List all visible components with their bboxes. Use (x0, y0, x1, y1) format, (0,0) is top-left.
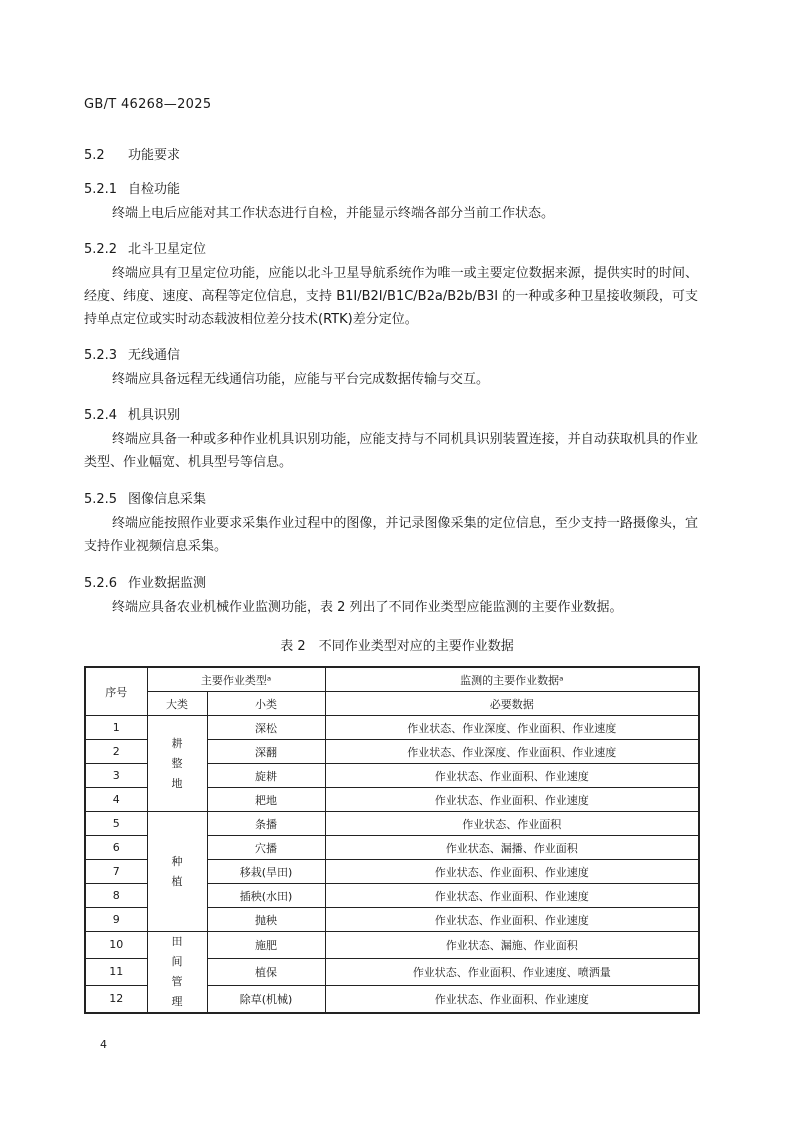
header-big-category: 大类 (147, 692, 207, 716)
row-number: 3 (85, 764, 147, 788)
required-data: 作业状态、作业面积、作业速度 (325, 908, 699, 932)
section-title: 机具识别 (128, 408, 181, 423)
sub-category: 移栽(旱田) (207, 860, 325, 884)
required-data: 作业状态、作业深度、作业面积、作业速度 (325, 716, 699, 740)
row-number: 1 (85, 716, 147, 740)
sub-category: 插秧(水田) (207, 884, 325, 908)
header-small-category: 小类 (207, 692, 325, 716)
section-title: 自检功能 (128, 182, 181, 197)
sub-category: 施肥 (207, 932, 325, 959)
section-5-2-4-text: 终端应具备一种或多种作业机具识别功能，应能支持与不同机具识别装置连接，并自动获取机具的作业类型、作业幅宽、机具型号等信息。 (84, 432, 698, 470)
sub-category: 植保 (207, 958, 325, 985)
section-5-2-4-heading (84, 404, 180, 423)
page-number: 4 (100, 1038, 107, 1051)
work-data-table (84, 666, 700, 1014)
group-tillage (147, 716, 207, 812)
group-planting (147, 812, 207, 932)
section-5-2-3-text: 终端应具备远程无线通信功能，应能与平台完成数据传输与交互。 (112, 372, 490, 387)
header-main-type: 主要作业类型ᵃ (147, 667, 325, 692)
sub-category: 除草(机械) (207, 985, 325, 1013)
required-data: 作业状态、作业面积、作业速度 (325, 764, 699, 788)
row-number: 6 (85, 836, 147, 860)
required-data: 作业状态、作业面积、作业速度 (325, 788, 699, 812)
sub-category: 深翻 (207, 740, 325, 764)
section-5-2-1-text: 终端上电后应能对其工作状态进行自检，并能显示终端各部分当前工作状态。 (112, 206, 555, 221)
row-number: 2 (85, 740, 147, 764)
section-number: 5.2.1 (84, 182, 118, 197)
row-number: 11 (85, 958, 147, 985)
sub-category: 深松 (207, 716, 325, 740)
group-label: 耕 整 地 (171, 736, 183, 790)
section-number: 5.2.4 (84, 408, 118, 423)
section-5-2-heading (84, 144, 180, 163)
row-number: 10 (85, 932, 147, 959)
sub-category: 抛秧 (207, 908, 325, 932)
section-5-2-6-text: 终端应具备农业机械作业监测功能，表 2 列出了不同作业类型应能监测的主要作业数据。 (112, 600, 623, 615)
section-title: 图像信息采集 (128, 492, 207, 507)
section-number: 5.2.3 (84, 348, 118, 363)
table-row (85, 812, 699, 836)
section-number: 5.2 (84, 148, 105, 163)
row-number: 4 (85, 788, 147, 812)
table-row (85, 716, 699, 740)
section-number: 5.2.5 (84, 492, 118, 507)
row-number: 8 (85, 884, 147, 908)
sub-category: 穴播 (207, 836, 325, 860)
section-title: 作业数据监测 (128, 576, 207, 591)
header-monitored: 监测的主要作业数据ᵃ (325, 667, 699, 692)
section-5-2-2-text: 终端应具有卫星定位功能，应能以北斗卫星导航系统作为唯一或主要定位数据来源，提供实时的时间、经度、纬度、速度、高程等定位信息，支持 B1I/B2I/B1C/B2a/B2b/B3I 的一种或多种卫星接收频段，可支持单点定位或实时动态载波相位差分技术(RTK)差分定位。 (84, 266, 698, 327)
row-number: 9 (85, 908, 147, 932)
table-caption: 表 2 不同作业类型对应的主要作业数据 (280, 639, 514, 654)
row-number: 5 (85, 812, 147, 836)
section-5-2-1-heading (84, 178, 180, 197)
section-5-2-2-heading (84, 238, 206, 257)
section-title: 北斗卫星定位 (128, 242, 207, 257)
required-data: 作业状态、作业面积 (325, 812, 699, 836)
sub-category: 耙地 (207, 788, 325, 812)
required-data: 作业状态、漏播、作业面积 (325, 836, 699, 860)
group-label: 种 植 (171, 854, 183, 888)
required-data: 作业状态、作业面积、作业速度 (325, 884, 699, 908)
standard-number: GB/T 46268—2025 (84, 97, 212, 112)
group-label: 田 间 管 理 (171, 935, 183, 1008)
group-field-management (147, 932, 207, 1014)
table-row (85, 932, 699, 959)
row-number: 12 (85, 985, 147, 1013)
required-data: 作业状态、作业面积、作业速度 (325, 985, 699, 1013)
section-5-2-3-heading (84, 344, 180, 363)
section-5-2-5-text: 终端应能按照作业要求采集作业过程中的图像，并记录图像采集的定位信息，至少支持一路摄像头，宜支持作业视频信息采集。 (84, 516, 698, 554)
header-seq: 序号 (85, 667, 147, 716)
required-data: 作业状态、作业面积、作业速度、喷洒量 (325, 958, 699, 985)
section-5-2-6-heading (84, 572, 206, 591)
required-data: 作业状态、作业面积、作业速度 (325, 860, 699, 884)
sub-category: 旋耕 (207, 764, 325, 788)
row-number: 7 (85, 860, 147, 884)
section-title: 无线通信 (128, 348, 181, 363)
section-5-2-5-heading (84, 488, 206, 507)
sub-category: 条播 (207, 812, 325, 836)
section-number: 5.2.2 (84, 242, 118, 257)
required-data: 作业状态、漏施、作业面积 (325, 932, 699, 959)
required-data: 作业状态、作业深度、作业面积、作业速度 (325, 740, 699, 764)
section-title: 功能要求 (128, 148, 181, 163)
header-required-data: 必要数据 (325, 692, 699, 716)
section-number: 5.2.6 (84, 576, 118, 591)
